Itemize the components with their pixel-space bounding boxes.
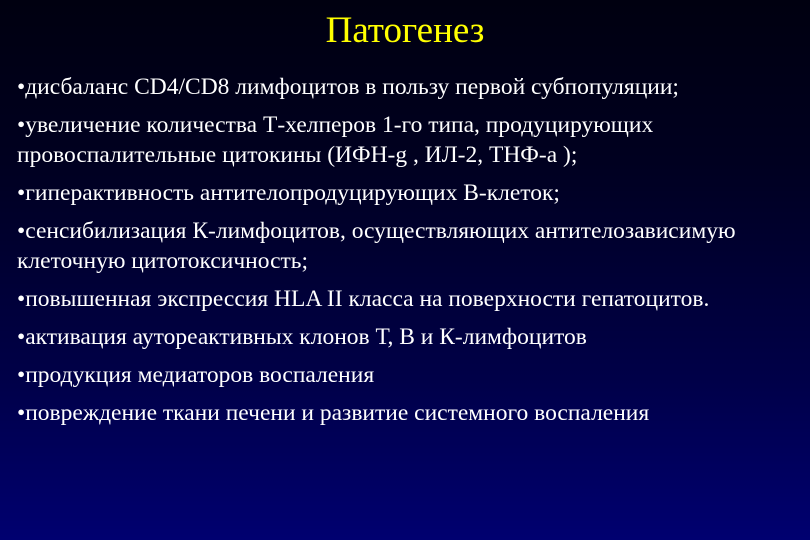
- slide-title: Патогенез: [325, 10, 485, 51]
- bullet-item-hla-expression: •повышенная экспрессия HLA II класса на поверхности гепатоцитов.: [17, 286, 710, 312]
- bullet-item-liver-damage: •повреждение ткани печени и развитие системного воспаления: [17, 400, 650, 426]
- bullet-item-inflammation-mediators: •продукция медиаторов воспаления: [17, 362, 375, 388]
- bullet-item-k-lymphocyte-sensitization: •сенсибилизация К-лимфоцитов, осуществляющих антителозависимую клеточную цитотоксичность;: [17, 218, 736, 274]
- bullet-list: [17, 72, 802, 436]
- bullet-item-th1-increase: •увеличение количества Т-хелперов 1-го типа, продуцирующих провоспалительные цитокины (ИФН-g , ИЛ-2, ТНФ-a );: [17, 112, 654, 168]
- bullet-item-cd4-cd8-imbalance: •дисбаланс CD4/CD8 лимфоцитов в пользу первой субпопуляции;: [17, 74, 679, 100]
- bullet-item-b-cell-hyperactivity: •гиперактивность антителопродуцирующих В-клеток;: [17, 180, 560, 206]
- bullet-item-autoreactive-clones: •активация аутореактивных клонов Т, В и К-лимфоцитов: [17, 324, 587, 350]
